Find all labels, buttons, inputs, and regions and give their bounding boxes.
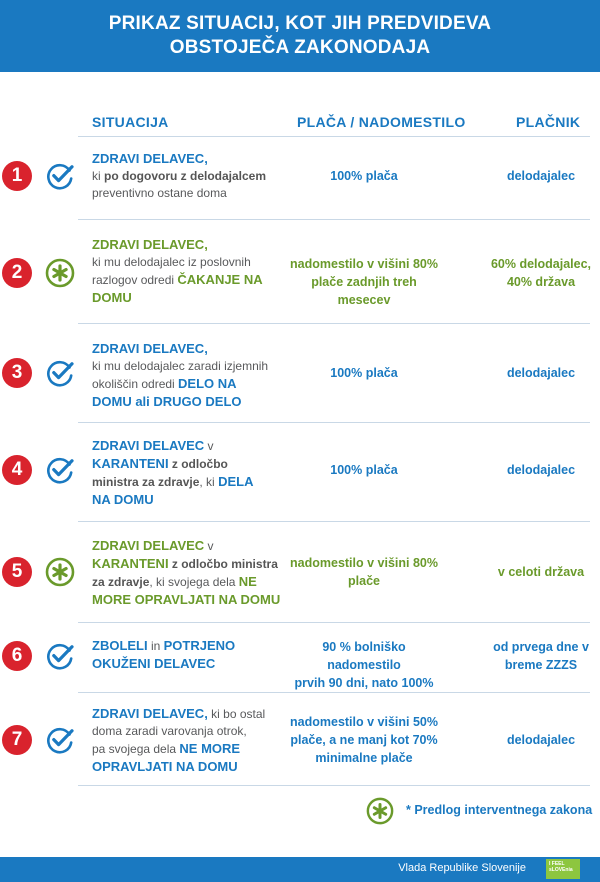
row-number-badge: 2 <box>2 258 32 288</box>
situation-description: ZDRAVI DELAVEC, ki po dogovoru z delodajalcem preventivno ostane doma <box>92 151 267 200</box>
column-header-payer: PLAČNIK <box>516 114 581 130</box>
payer-value: od prvega dne v breme ZZZS <box>493 640 589 672</box>
row-number-badge: 6 <box>2 641 32 671</box>
checkmark-icon <box>45 161 75 191</box>
header-title-line2: OBSTOJEČA ZAKONODAJA <box>169 37 431 58</box>
asterisk-icon <box>45 258 75 288</box>
row-divider <box>78 422 590 423</box>
asterisk-icon <box>45 557 75 587</box>
footer-government-name: Vlada Republike Slovenije <box>398 862 526 874</box>
row-number-badge: 1 <box>2 161 32 191</box>
payer-value: 60% delodajalec, 40% država <box>490 257 592 289</box>
pay-value: 90 % bolniško nadomestilo prvih 90 dni, nato 100% <box>294 640 434 690</box>
situation-description: ZDRAVI DELAVEC v KARANTENI z odločbo ministra za zdravje, ki svojega dela NE MORE OPRAVLJATI NA DOMU <box>92 538 281 607</box>
asterisk-icon <box>366 797 394 825</box>
payer-value: delodajalec <box>506 463 576 477</box>
row-divider <box>78 785 590 786</box>
checkmark-icon <box>45 358 75 388</box>
payer-value: v celoti država <box>497 565 585 579</box>
row-divider <box>78 136 590 137</box>
row-number-badge: 4 <box>2 455 32 485</box>
footer-bar <box>0 857 600 882</box>
row-divider <box>78 521 590 522</box>
row-divider <box>78 323 590 324</box>
checkmark-icon <box>45 455 75 485</box>
payer-value: delodajalec <box>506 733 576 747</box>
payer-value: delodajalec <box>506 366 576 380</box>
row-divider <box>78 692 590 693</box>
header-banner <box>0 0 600 72</box>
row-number-badge: 7 <box>2 725 32 755</box>
pay-value: nadomestilo v višini 80% plače <box>290 556 438 588</box>
pay-value: 100% plača <box>330 169 398 183</box>
checkmark-icon <box>45 641 75 671</box>
situation-description: ZDRAVI DELAVEC v KARANTENI z odločbo ministra za zdravje, ki DELA NA DOMU <box>92 438 254 507</box>
header-title-line1: PRIKAZ SITUACIJ, KOT JIH PREDVIDEVA <box>108 13 492 34</box>
footnote-text: * Predlog interventnega zakona <box>406 803 593 817</box>
row-number-badge: 3 <box>2 358 32 388</box>
row-divider <box>78 622 590 623</box>
pay-value: 100% plača <box>330 463 398 477</box>
pay-value: nadomestilo v višini 80% plače zadnjih treh mesecev <box>290 257 438 307</box>
situation-description: ZDRAVI DELAVEC, ki bo ostal doma zaradi varovanja otrok, pa svojega dela NE MORE OPRAVLJATI NA DOMU <box>92 706 266 774</box>
column-header-pay: PLAČA / NADOMESTILO <box>297 114 466 130</box>
pay-value: nadomestilo v višini 50% plače, a ne manj kot 70% minimalne plače <box>290 715 438 765</box>
situation-description: ZBOLELI in POTRJENO OKUŽENI DELAVEC <box>92 638 236 671</box>
slovenia-logo: I FEEL sLOVEnia <box>546 859 580 879</box>
situation-description: ZDRAVI DELAVEC, ki mu delodajalec zaradi izjemnih okoliščin odredi DELO NA DOMU ali DRUGO DELO <box>92 341 269 409</box>
column-header-situation: SITUACIJA <box>92 114 169 130</box>
footnote <box>366 797 596 827</box>
checkmark-icon <box>45 725 75 755</box>
row-number-badge: 5 <box>2 557 32 587</box>
situation-description: ZDRAVI DELAVEC, ki mu delodajalec iz poslovnih razlogov odredi ČAKANJE NA DOMU <box>92 237 263 305</box>
row-divider <box>78 219 590 220</box>
pay-value: 100% plača <box>330 366 398 380</box>
payer-value: delodajalec <box>506 169 576 183</box>
